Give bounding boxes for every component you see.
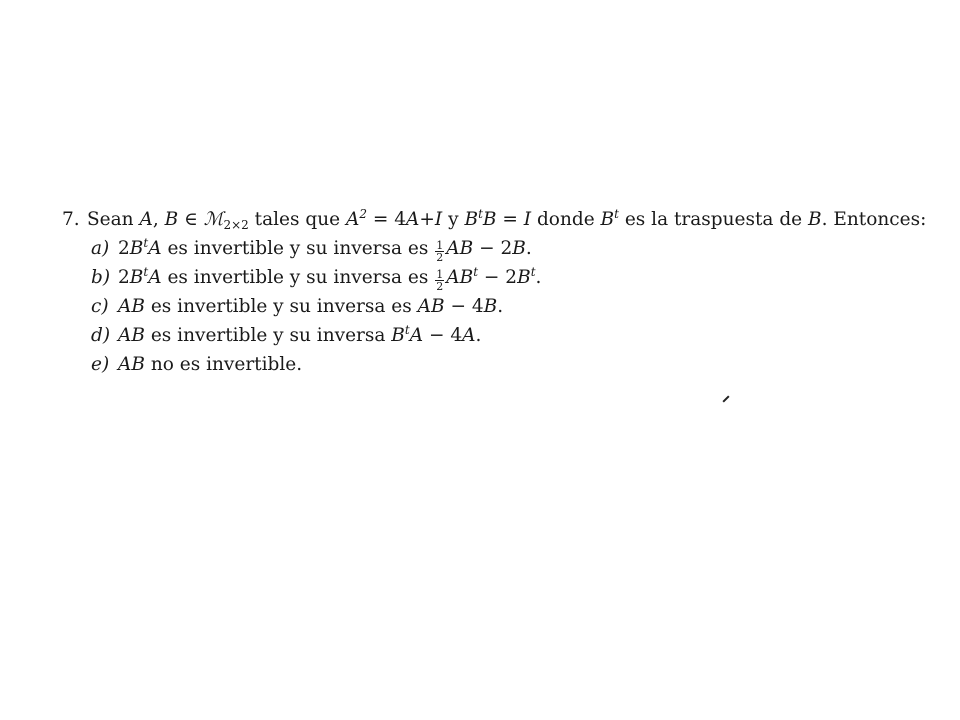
problem-stem: [62, 205, 926, 234]
option-e: [62, 350, 926, 379]
problem-number: 7.: [62, 209, 80, 230]
fraction: $\frac{1}{2}$: [436, 268, 444, 293]
stem-text: Sean A, B ∈ ℳ$_{2\times 2}$ tales que $A^2 = 4A+I$ y $B^tB = I$ donde $B^t$ es la traspuesta de B. Entonces:: [87, 207, 927, 232]
option-text: $2B^tA$ es invertible y su inversa es $\frac{1}{2}$ $AB^t - 2B^t$.: [118, 265, 542, 293]
option-text: AB no es invertible.: [118, 354, 303, 375]
option-label: e): [91, 354, 110, 375]
option-label: c): [91, 296, 109, 317]
option-text: AB es invertible y su inversa $B^tA - 4A$.: [118, 323, 482, 346]
problem-7: [62, 205, 926, 379]
option-label: d): [91, 325, 111, 346]
option-d: [62, 321, 926, 350]
fraction: $\frac{1}{2}$: [436, 239, 444, 264]
option-c: [62, 292, 926, 321]
option-text: $2B^tA$ es invertible y su inversa es $\frac{1}{2}$ AB − 2B.: [118, 236, 532, 264]
stray-pen-mark: [722, 395, 729, 402]
option-a: [62, 234, 926, 263]
option-b: [62, 263, 926, 292]
option-label: b): [91, 267, 111, 288]
option-text: AB es invertible y su inversa es AB − 4B.: [118, 296, 504, 317]
option-label: a): [91, 238, 110, 259]
